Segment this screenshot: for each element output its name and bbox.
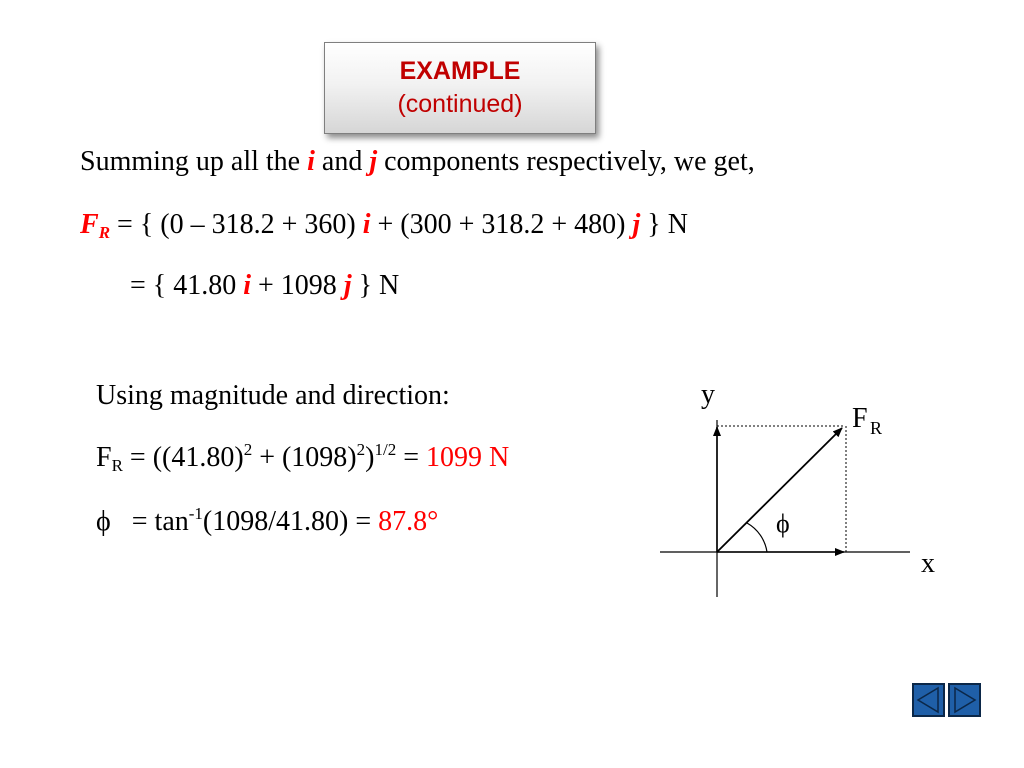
- eq1-i-sum: = { (0 – 318.2 + 360): [117, 209, 356, 240]
- mag-exp-c: 1/2: [374, 440, 397, 459]
- diagram-f-label: F: [852, 403, 868, 434]
- equation-resultant: [80, 209, 688, 243]
- angle-expr-a: = tan: [131, 506, 189, 537]
- angle-expr-b: (1098/41.80) =: [202, 506, 372, 537]
- summing-and: and: [321, 146, 363, 177]
- slide-navigation: [912, 683, 982, 717]
- eq1-close: } N: [647, 209, 688, 240]
- eq2-j: j: [343, 270, 352, 301]
- unit-i: i: [307, 146, 315, 177]
- slide-subtitle: (continued): [397, 90, 523, 118]
- magnitude-equation: [96, 440, 509, 476]
- mag-exp-b: 2: [356, 440, 366, 459]
- eq1-j-sum: + (300 + 318.2 + 480): [377, 209, 626, 240]
- eq2-i: i: [243, 270, 252, 301]
- mag-exp-a: 2: [243, 440, 253, 459]
- diagram-phi-label: ϕ: [776, 509, 790, 538]
- unit-j: j: [369, 146, 378, 177]
- title-box: [324, 42, 596, 134]
- eq2-j-value: + 1098: [258, 270, 337, 301]
- triangle-right-icon: [950, 685, 979, 715]
- mag-expr-a: = ((41.80): [129, 442, 244, 473]
- mag-f: F: [96, 442, 112, 473]
- next-slide-button[interactable]: [948, 683, 981, 717]
- diagram-r-subscript: R: [870, 418, 883, 438]
- magnitude-result: 1099 N: [426, 442, 510, 473]
- eq2-close: } N: [358, 270, 400, 301]
- mag-f-subscript: R: [111, 456, 123, 475]
- summing-line: [80, 146, 755, 178]
- triangle-left-icon: [914, 685, 943, 715]
- previous-slide-button[interactable]: [912, 683, 945, 717]
- angle-equation: [96, 504, 438, 538]
- fr-symbol: F: [80, 209, 99, 240]
- y-axis-label: y: [701, 379, 715, 410]
- slide-title: EXAMPLE: [399, 57, 521, 85]
- mag-expr-c: ): [365, 442, 375, 473]
- angle-result: 87.8°: [378, 506, 439, 537]
- vector-diagram: [650, 375, 950, 605]
- mag-equals: =: [403, 442, 419, 473]
- phi-symbol: ϕ: [96, 506, 111, 537]
- angle-arc: [747, 523, 767, 552]
- angle-exp: -1: [188, 504, 203, 523]
- fr-subscript: R: [98, 223, 111, 242]
- summing-post: components respectively, we get,: [384, 146, 755, 177]
- eq1-i: i: [362, 209, 371, 240]
- mag-expr-b: + (1098): [259, 442, 357, 473]
- eq2-i-value: = { 41.80: [130, 270, 237, 301]
- x-axis-label: x: [921, 548, 935, 579]
- magnitude-intro: Using magnitude and direction:: [96, 380, 450, 411]
- summing-pre: Summing up all the: [80, 146, 301, 177]
- eq1-j: j: [632, 209, 641, 240]
- equation-simplified: [130, 270, 399, 302]
